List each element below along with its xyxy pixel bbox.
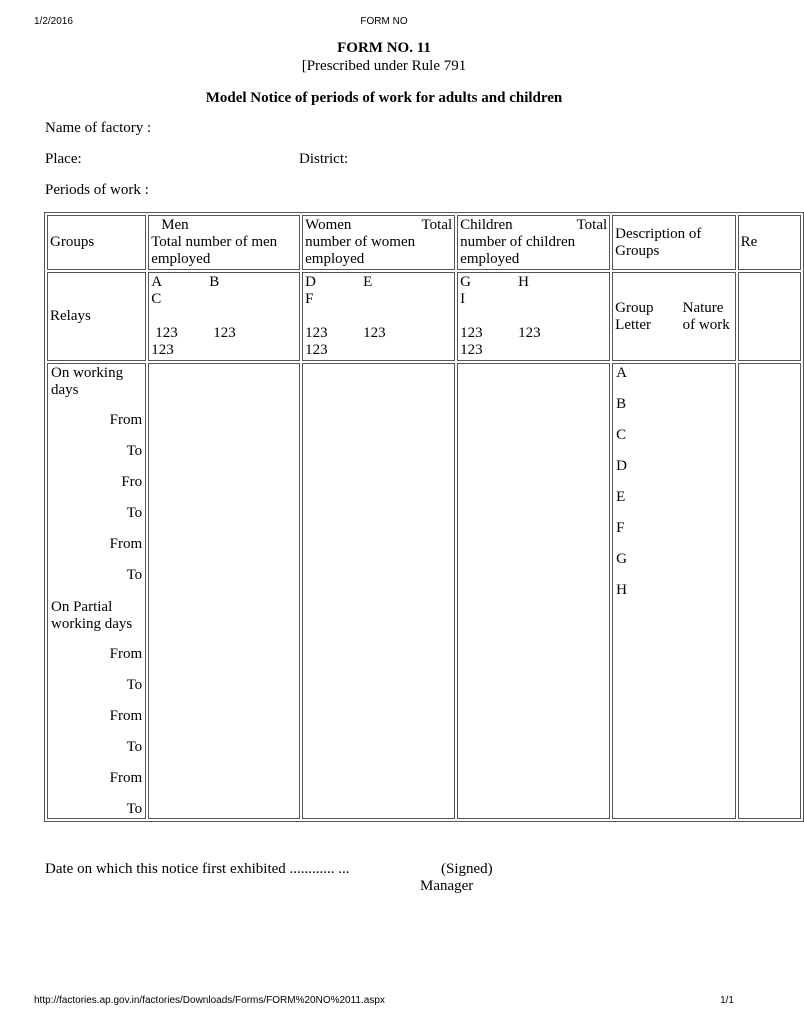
children-times-cell xyxy=(457,363,610,819)
time-label: To xyxy=(126,567,143,583)
district-label: District: xyxy=(299,151,349,167)
group-letter: A xyxy=(616,365,628,381)
nature-of-work-header: Nature of work xyxy=(682,299,730,333)
relay-letter: C xyxy=(151,291,162,307)
men-header-top: Men xyxy=(161,217,189,233)
time-label: To xyxy=(126,505,143,521)
women-header-rest: number of women employed xyxy=(305,234,416,267)
form-rule: [Prescribed under Rule 791 xyxy=(301,58,467,74)
print-date: 1/2/2016 xyxy=(34,16,73,27)
group-letter: D xyxy=(616,458,628,474)
groups-header: Groups xyxy=(47,215,146,270)
men-times-cell xyxy=(148,363,300,819)
time-label: From xyxy=(109,646,143,662)
time-label: To xyxy=(126,443,143,459)
description-header: Description of Groups xyxy=(612,215,735,270)
children-header-right: Total xyxy=(576,217,608,233)
notice-date-line: Date on which this notice first exhibited ............ ... xyxy=(45,861,350,877)
women-header xyxy=(302,215,455,270)
women-header-left: Women xyxy=(305,217,352,233)
remarks-header: Re xyxy=(738,215,801,270)
periods-label: Periods of work : xyxy=(45,182,149,198)
women-times-cell xyxy=(302,363,455,819)
children-header-left: Children xyxy=(460,217,513,233)
relay-count: 123 xyxy=(305,342,328,358)
men-relays xyxy=(148,272,300,361)
group-letter: H xyxy=(616,582,628,598)
time-label: From xyxy=(109,708,143,724)
time-label: To xyxy=(126,739,143,755)
work-periods-table-container xyxy=(44,212,758,818)
women-header-right: Total xyxy=(421,217,453,233)
work-periods-table xyxy=(44,212,804,822)
form-subtitle: Model Notice of periods of work for adults and children xyxy=(205,90,563,106)
manager-label: Manager xyxy=(420,878,474,894)
working-days-label: On working days xyxy=(51,365,124,398)
partial-days-label: On Partial working days xyxy=(51,599,133,632)
relay-count: 123 xyxy=(213,325,236,341)
relay-letter: H xyxy=(518,274,529,290)
group-letter: B xyxy=(616,396,627,412)
relay-count: 123 xyxy=(518,325,541,341)
children-header xyxy=(457,215,610,270)
relay-letter: G xyxy=(460,274,471,290)
relay-count: 123 xyxy=(155,325,178,341)
children-relays xyxy=(457,272,610,361)
time-label: To xyxy=(126,801,143,817)
relay-letter: F xyxy=(305,291,314,307)
men-header xyxy=(148,215,300,270)
relay-letter: A xyxy=(151,274,163,290)
time-label: From xyxy=(109,770,143,786)
days-cell xyxy=(47,363,146,819)
men-header-rest: Total number of men employed xyxy=(151,234,278,267)
group-letter: E xyxy=(616,489,626,505)
group-letters-cell xyxy=(612,363,735,819)
relay-letter: I xyxy=(460,291,466,307)
group-letter-header: Group Letter xyxy=(615,299,654,333)
table-header-row xyxy=(47,215,801,270)
women-relays xyxy=(302,272,455,361)
place-label: Place: xyxy=(45,151,82,167)
relay-letter: B xyxy=(209,274,220,290)
relay-letter: D xyxy=(305,274,316,290)
time-label: Fro xyxy=(121,474,143,490)
group-letter: C xyxy=(616,427,627,443)
time-label: To xyxy=(126,677,143,693)
form-title: FORM NO. 11 xyxy=(337,40,431,56)
time-label: From xyxy=(109,536,143,552)
children-header-rest: number of children employed xyxy=(460,234,576,267)
remarks-relays-cell xyxy=(738,272,801,361)
relay-letter: E xyxy=(363,274,373,290)
relay-count: 123 xyxy=(363,325,386,341)
relay-count: 123 xyxy=(460,342,483,358)
page-url: http://factories.ap.gov.in/factories/Downloads/Forms/FORM%20NO%2011.aspx xyxy=(34,995,385,1006)
relay-count: 123 xyxy=(151,342,174,358)
description-subheader xyxy=(612,272,735,361)
relays-row xyxy=(47,272,801,361)
factory-name-label: Name of factory : xyxy=(45,120,152,136)
time-label: From xyxy=(109,412,143,428)
days-row xyxy=(47,363,801,819)
relay-count: 123 xyxy=(460,325,483,341)
group-letter: G xyxy=(616,551,628,567)
print-title: FORM NO xyxy=(360,16,408,27)
relays-label: Relays xyxy=(47,272,146,361)
remarks-body-cell xyxy=(738,363,801,819)
signed-label: (Signed) xyxy=(441,861,493,877)
group-letter: F xyxy=(616,520,625,536)
page-number: 1/1 xyxy=(720,995,734,1006)
relay-count: 123 xyxy=(305,325,328,341)
